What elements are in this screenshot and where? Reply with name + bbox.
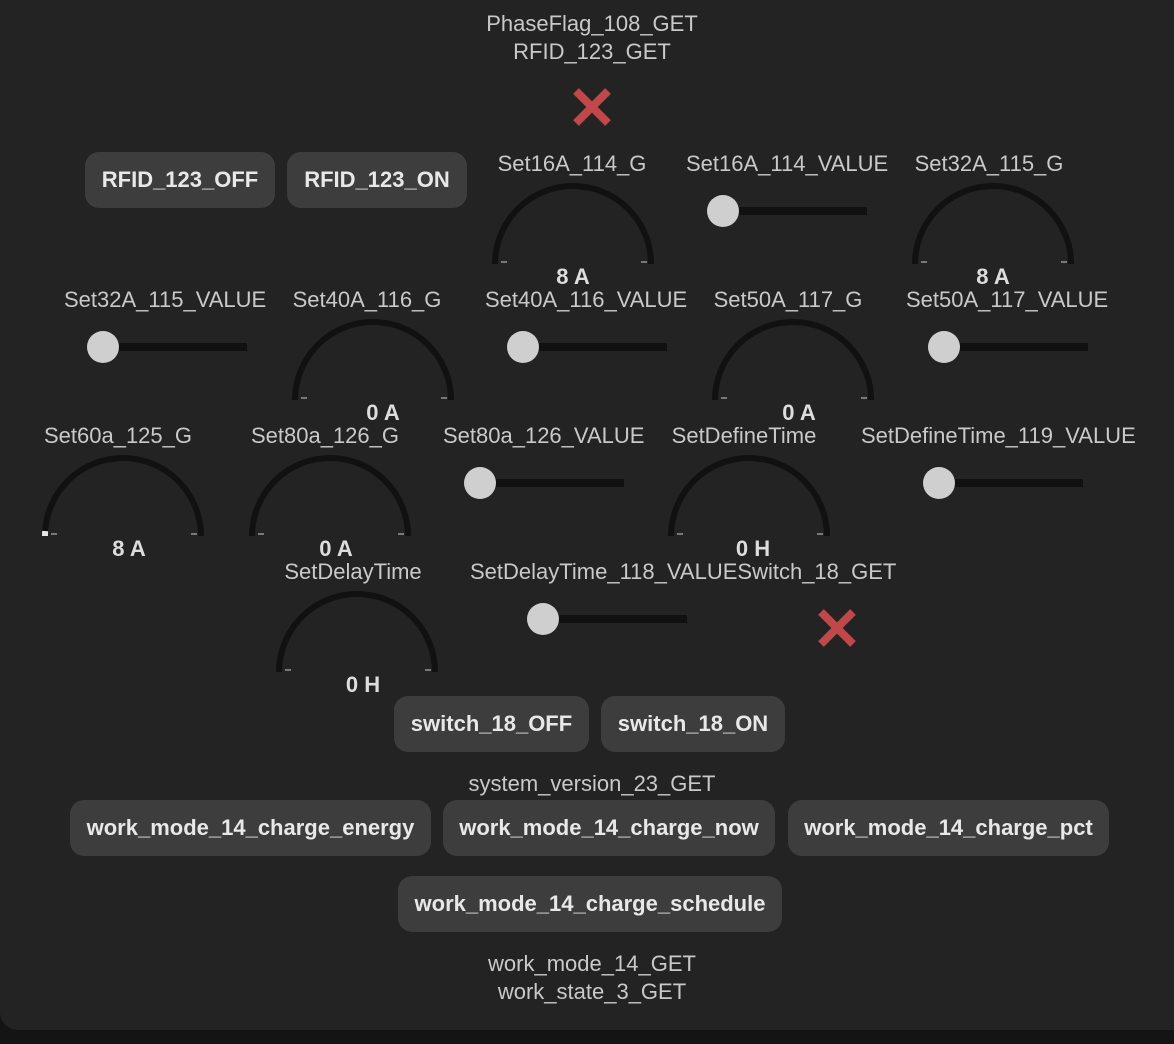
charge-energy-button[interactable]: work_mode_14_charge_energy [70,800,431,856]
gauge-track [715,322,871,400]
slider-knob[interactable] [928,331,960,363]
set60-gauge-value: 8 A [112,536,146,561]
set40-gauge-label: Set40A_116_G [292,287,442,312]
set16-gauge-label: Set16A_114_G [497,151,647,176]
switch-off-button[interactable]: switch_18_OFF [394,696,589,752]
gauge-track [495,186,651,264]
slider-knob[interactable] [464,467,496,499]
gauge-track [279,594,435,672]
set40-value-label: Set40A_116_VALUE [485,287,688,312]
work-state-get-label: work_state_3_GET [497,979,687,1004]
set32-gauge [908,178,1078,288]
gauge-arc [488,178,658,268]
gauge-arc [908,178,1078,268]
slider-track [944,343,1088,351]
set40-gauge-value: 0 A [366,400,400,425]
setdefine-gauge-value: 0 H [735,536,771,561]
system-version-label: system_version_23_GET [468,771,716,796]
setdelay-gauge-value: 0 H [345,672,381,697]
set32-slider[interactable] [87,331,247,363]
set50-value-label: Set50A_117_VALUE [906,287,1109,312]
set16-slider[interactable] [707,195,867,227]
set16-value-label: Set16A_114_VALUE [686,151,889,176]
set50-slider[interactable] [928,331,1088,363]
slider-knob[interactable] [87,331,119,363]
rfid-off-button[interactable]: RFID_123_OFF [85,152,275,208]
slider-track [523,343,667,351]
setdefine-slider[interactable] [923,467,1083,499]
set80-gauge [245,450,415,560]
setdelay-switch-label: SetDelayTime_118_VALUESwitch_18_GET [470,559,897,584]
gauge-arc [245,450,415,540]
set50-gauge-value: 0 A [782,400,816,425]
work-mode-get-label: work_mode_14_GET [488,951,696,976]
setdefine-gauge [664,450,834,560]
slider-knob[interactable] [527,603,559,635]
setdelay-gauge [272,586,442,696]
charge-schedule-button[interactable]: work_mode_14_charge_schedule [398,876,782,932]
set80-value-label: Set80a_126_VALUE [443,423,645,448]
rfid-status-close-icon [570,85,614,129]
set16-gauge [488,178,658,288]
switch-on-button[interactable]: switch_18_ON [601,696,785,752]
setdelay-gauge-label: SetDelayTime [284,559,422,584]
set16-gauge-value: 8 A [556,264,590,289]
set80-gauge-label: Set80a_126_G [250,423,400,448]
setdelay-slider[interactable] [527,603,687,635]
slider-track [103,343,247,351]
charge-now-button[interactable]: work_mode_14_charge_now [443,800,775,856]
gauge-arc [664,450,834,540]
set80-gauge-value: 0 A [319,536,353,561]
gauge-arc [288,314,458,404]
gauge-arc [272,586,442,676]
slider-track [543,615,687,623]
rfid-on-button[interactable]: RFID_123_ON [287,152,467,208]
phaseflag-label: PhaseFlag_108_GET [486,11,698,36]
slider-knob[interactable] [707,195,739,227]
set50-gauge [708,314,878,424]
set50-gauge-label: Set50A_117_G [713,287,863,312]
set60-gauge [38,450,208,560]
slider-track [723,207,867,215]
slider-track [939,479,1083,487]
setdefine-gauge-label: SetDefineTime [671,423,817,448]
gauge-track [915,186,1071,264]
set32-gauge-value: 8 A [976,264,1010,289]
set32-gauge-label: Set32A_115_G [914,151,1064,176]
slider-knob[interactable] [507,331,539,363]
gauge-arc [708,314,878,404]
setdefine-value-label: SetDefineTime_119_VALUE [861,423,1136,448]
switch-status-close-icon [815,606,859,650]
rfid-get-label: RFID_123_GET [513,39,671,64]
set60-gauge-label: Set60a_125_G [43,423,193,448]
charge-pct-button[interactable]: work_mode_14_charge_pct [788,800,1109,856]
gauge-arc [38,450,208,540]
gauge-track [252,458,408,536]
set40-slider[interactable] [507,331,667,363]
gauge-track [45,458,201,536]
slider-knob[interactable] [923,467,955,499]
set32-value-label: Set32A_115_VALUE [64,287,267,312]
gauge-track [671,458,827,536]
slider-track [480,479,624,487]
set40-gauge [288,314,458,424]
gauge-track [295,322,451,400]
set80-slider[interactable] [464,467,624,499]
